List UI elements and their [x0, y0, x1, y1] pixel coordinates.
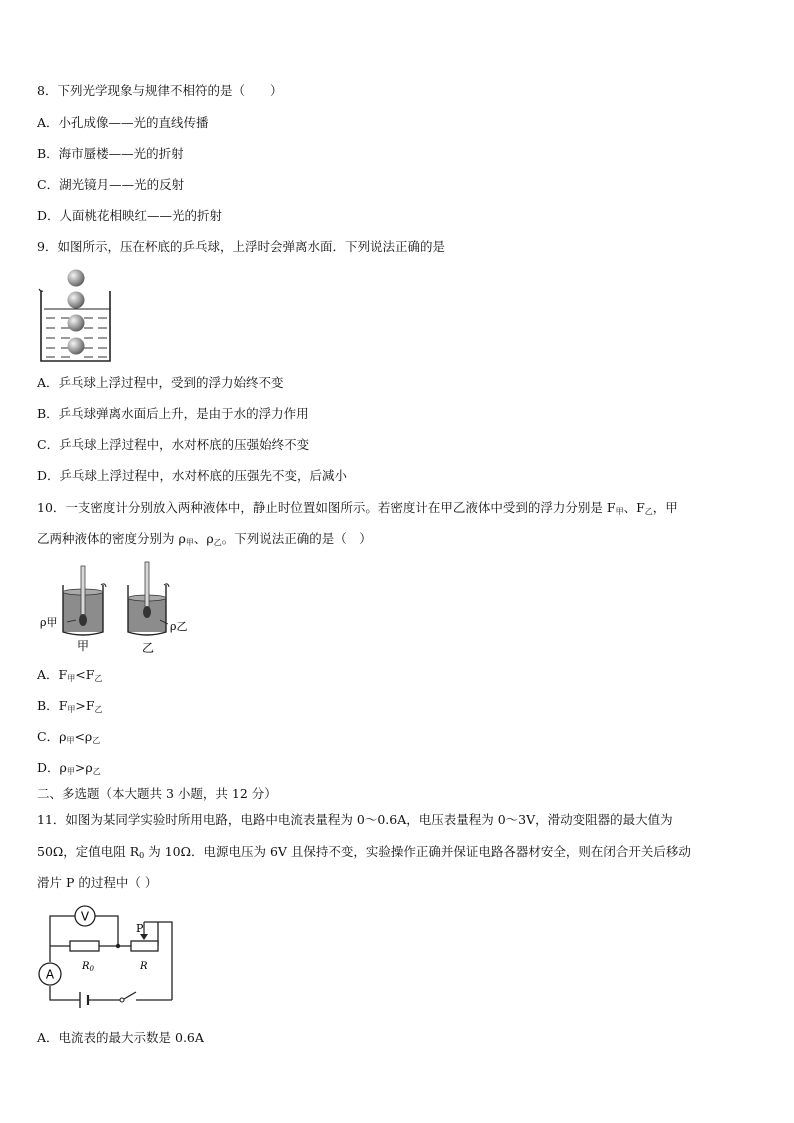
- ping-pong-ball: [68, 315, 85, 332]
- q9-stem: 9．如图所示，压在杯底的乒乓球，上浮时会弹离水面．下列说法正确的是: [37, 239, 445, 254]
- subscript-jia: 甲: [615, 507, 624, 516]
- q10-option-c: [37, 729, 100, 749]
- option-subscript: 乙: [94, 705, 103, 714]
- q10-stem-text: 乙两种液体的密度分别为 ρ: [37, 531, 186, 546]
- ammeter-icon: [39, 963, 61, 985]
- option-symbol: F: [58, 698, 68, 713]
- q10-stem-line1: [37, 500, 678, 520]
- section-heading: 二、多选题（本大题共 3 小题，共 12 分）: [37, 786, 277, 801]
- subscript-yi: 乙: [213, 538, 222, 547]
- q10-stem-text: ，甲: [652, 500, 678, 515]
- q10-option-b: [37, 698, 103, 718]
- option-letter: C．: [37, 729, 60, 744]
- q11-circuit-figure: [36, 902, 186, 1014]
- option-symbol: ρ: [59, 760, 67, 775]
- q9-option-c: C．乒乓球上浮过程中，水对杯底的压强始终不变: [37, 437, 310, 452]
- option-subscript: 乙: [92, 767, 101, 776]
- option-operator: <: [75, 667, 86, 682]
- q8-option-c: C．湖光镜月——光的反射: [37, 177, 185, 192]
- ping-pong-ball: [68, 338, 85, 355]
- voltmeter-icon: [75, 906, 95, 926]
- option-symbol: ρ: [85, 760, 93, 775]
- q11-stem-line3: 滑片 P 的过程中（ ）: [37, 875, 158, 890]
- fixed-resistor-icon: [70, 941, 99, 951]
- q11-stem-text: 为 10Ω．电源电压为 6V 且保持不变，实验操作正确并保证电路各器材安全，则在闭合开关后移动: [144, 844, 691, 859]
- option-operator: <: [74, 729, 85, 744]
- option-subscript: 甲: [67, 674, 76, 683]
- q8-option-a: A．小孔成像——光的直线传播: [37, 115, 209, 130]
- ping-pong-ball: [68, 292, 85, 309]
- subscript-zero: 0: [139, 851, 145, 860]
- q11-stem-line2: [37, 844, 691, 864]
- circuit-wires: [50, 916, 172, 1000]
- option-symbol: F: [58, 667, 68, 682]
- option-subscript: 甲: [66, 767, 75, 776]
- rheostat-icon: [131, 941, 158, 951]
- option-symbol: F: [85, 698, 95, 713]
- option-subscript: 乙: [92, 736, 101, 745]
- ammeter-label: A: [45, 967, 55, 982]
- r0-label: $R_0$: [82, 961, 94, 973]
- option-letter: D．: [37, 760, 60, 775]
- q10-option-a: [37, 667, 102, 687]
- ping-pong-ball: [68, 270, 85, 287]
- option-letter: B．: [37, 698, 59, 713]
- rheostat-r-label: R: [140, 961, 148, 972]
- q8-option-b: B．海市蜃楼——光的折射: [37, 146, 184, 161]
- voltmeter-label: V: [80, 909, 90, 924]
- q9-option-a: A．乒乓球上浮过程中，受到的浮力始终不变: [37, 375, 284, 390]
- q10-hydrometer-figure: [36, 560, 196, 656]
- q10-stem-line2: [37, 531, 372, 551]
- option-operator: >: [75, 698, 86, 713]
- q11-option-a: A．电流表的最大示数是 0.6A: [37, 1030, 204, 1045]
- caption-jia: 甲: [77, 639, 90, 653]
- q10-stem-text: 、ρ: [193, 531, 214, 546]
- switch-icon: [120, 992, 136, 1002]
- battery-icon: [80, 992, 88, 1008]
- q9-option-d: D．乒乓球上浮过程中，水对杯底的压强先不变，后减小: [37, 468, 348, 483]
- option-symbol: ρ: [59, 729, 67, 744]
- q11-stem-text: 50Ω，定值电阻 R: [37, 844, 140, 859]
- subscript-yi: 乙: [644, 507, 653, 516]
- option-subscript: 甲: [66, 736, 75, 745]
- slider-p-label: P: [136, 922, 144, 935]
- option-subscript: 甲: [67, 705, 76, 714]
- option-letter: A．: [37, 667, 59, 682]
- subscript-jia: 甲: [185, 538, 194, 547]
- option-symbol: ρ: [84, 729, 93, 744]
- label-rho-jia: ρ甲: [40, 616, 58, 629]
- option-symbol: F: [85, 667, 95, 682]
- q11-stem-line1: 11．如图为某同学实验时所用电路，电路中电流表量程为 0～0.6A，电压表量程为 0～3V，滑动变阻器的最大值为: [37, 812, 673, 827]
- q10-option-d: [37, 760, 101, 780]
- q10-stem-text: 。下列说法正确的是（ ）: [221, 531, 372, 546]
- q10-stem-text: 10．一支密度计分别放入两种液体中，静止时位置如图所示。若密度计在甲乙液体中受到的浮力分别是 F: [37, 500, 616, 515]
- q9-beaker-figure: [36, 265, 116, 365]
- q8-option-d: D．人面桃花相映红——光的折射: [37, 208, 223, 223]
- label-rho-yi: ρ乙: [170, 620, 188, 633]
- caption-yi: 乙: [142, 641, 155, 655]
- option-operator: >: [74, 760, 86, 775]
- option-subscript: 乙: [94, 674, 103, 683]
- q10-stem-text: 、F: [623, 500, 645, 515]
- junction-dot: [116, 944, 120, 948]
- hydrometer-yi-icon: [143, 562, 151, 618]
- q9-option-b: B．乒乓球弹离水面后上升，是由于水的浮力作用: [37, 406, 309, 421]
- q8-stem: 8．下列光学现象与规律不相符的是（ ）: [37, 83, 283, 98]
